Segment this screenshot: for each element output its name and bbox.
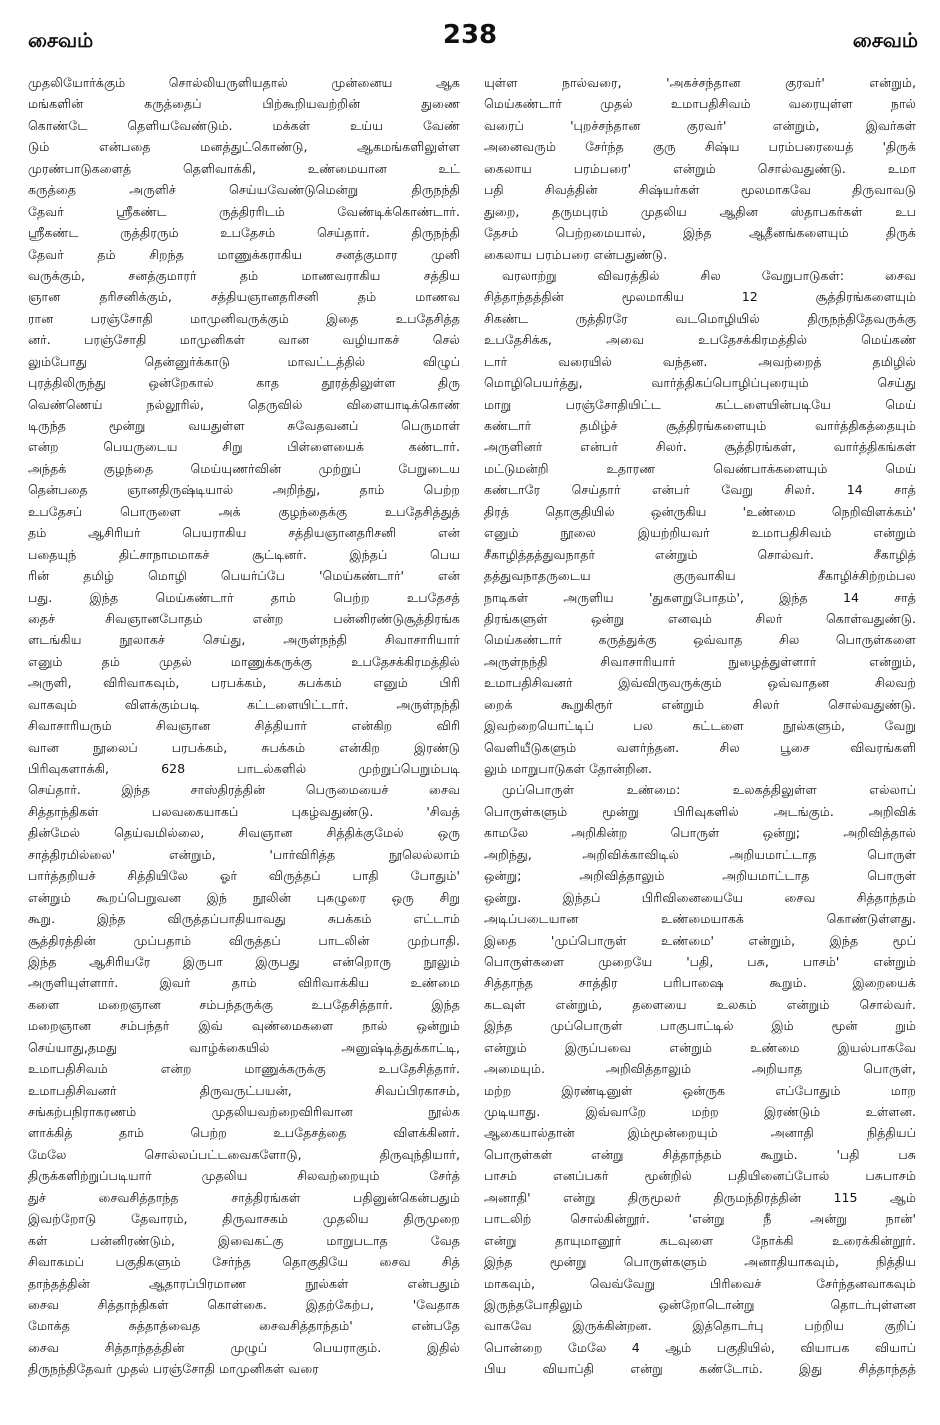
text-line: தென்பதை ஞானதிருஷ்டியால் அறிந்து, தாம் பெற்ற: [28, 482, 460, 498]
text-line: தின்மேல் தெய்வமில்லை, சிவஞான சித்திக்குமேல் ஒரு: [28, 825, 460, 841]
text-line: பொருள்களும் மூன்று பிரிவுகளில் அடங்கும். அறிவிக்: [484, 803, 916, 819]
text-line: மங்களின் கருத்தைப் பிற்கூறியவற்றின் துணை: [28, 96, 460, 112]
text-line: டார் வரையில் வந்தன. அவற்றைத் தமிழில்: [484, 353, 916, 369]
text-line: உபதேசப் பொருளை அக் குழந்தைக்கு உபதேசித்துத்: [28, 503, 460, 519]
text-line: மொழிபெயர்த்து, வார்த்திகப்பொழிப்புரையும் செய்து: [484, 375, 916, 391]
text-line: நாடிகள் அருளிய 'துகளறுபோதம்', இந்த 14 சாத்: [484, 589, 916, 605]
text-line: அனைவரும் சேர்ந்த குரு சிஷ்ய பரம்பரையைத் 'திருக்: [484, 139, 916, 155]
text-line: தத்துவநாதருடைய குருவாகிய சீகாழிச்சிற்றம்பல: [484, 568, 916, 584]
running-head-right: சைவம்: [852, 28, 918, 52]
text-line: சூத்திரத்தின் முப்பதாம் விருத்தப் பாடலின் முற்பாதி.: [28, 932, 460, 948]
text-line: தாந்தத்தின் ஆதாரப்பிரமாண நூல்கள் என்பதும்: [28, 1275, 460, 1291]
text-line: ஞான தரிசனிக்கும், சத்தியஞானதரிசனி தம் மாணவ: [28, 289, 460, 305]
text-line: வருக்கும், சனத்குமாரர் தம் மாணவராகிய சத்திய: [28, 267, 460, 283]
text-line: அடிப்படையான உண்மையாகக் கொண்டுள்ளது.: [484, 911, 916, 927]
text-line: முரண்பாடுகளைத் தெளிவாக்கி, உண்மையான உட்: [28, 160, 460, 176]
text-line: வெளியீடுகளும் வளர்ந்தன. சில பூசை விவரங்களி: [484, 739, 916, 755]
text-line: ரான பரஞ்சோதி மாமுனிவருக்கும் இதை உபதேசித்த: [28, 310, 460, 326]
text-line: உமாபதிசிவனர் இவ்விருவருக்கும் ஒவ்வாதன சிலவற்: [484, 675, 916, 691]
text-line: ஒன்று; அறிவித்தாலும் அறியமாட்டாத பொருள்: [484, 868, 916, 884]
text-line: கைலாய பரம்பரை என்பதுண்டு.: [484, 246, 668, 262]
text-line: அறிந்து, அறிவிக்காவிடில் அறியமாட்டாத பொருள்: [484, 846, 916, 862]
text-line: பாடலிற் சொல்கின்றூர். 'என்று நீ அன்று நான்': [484, 1211, 916, 1227]
text-line: பது. இந்த மெய்கண்டார் தாம் பெற்ற உபதேசத்: [28, 589, 460, 605]
text-line: பிய வியாப்தி என்று கண்டோம். இது சித்தாந்தத்: [484, 1361, 916, 1377]
text-line: வாகவே இருக்கின்றன. இத்தொடர்பு பற்றிய குறிப்: [484, 1318, 916, 1334]
text-line: காமலே அறிகின்ற பொருள் ஒன்று; அறிவித்தால்: [484, 825, 916, 841]
text-line: செய்தார். இந்த சாஸ்திரத்தின் பெருமையைச் சைவ: [28, 782, 460, 798]
text-line: சிவாசாரியரும் சிவஞான சித்தியார் என்கிற விரி: [28, 718, 460, 734]
text-line: ளடங்கிய நூலாகச் செய்து, அருள்நந்தி சிவாசாரியார்: [28, 632, 460, 648]
text-line: மேலே சொல்லப்பட்டவைகளோடு, திருவுந்தியார்,: [28, 1146, 460, 1162]
page-number: 238: [442, 20, 498, 50]
text-line: கள் பன்னிரண்டும், இவைகட்கு மாறுபடாத வேத: [28, 1232, 460, 1248]
text-line: களை மறைஞான சம்பந்தருக்கு உபதேசித்தார். இந்த: [28, 996, 460, 1012]
text-line: பாசம் எனப்பகர் மூன்றில் பதியினைப்போல் பசுபாசம்: [484, 1168, 916, 1184]
left-column: [28, 72, 460, 1407]
text-line: உமாபதிசிவனர் திருவருட்பயன், சிவப்பிரகாசம்,: [28, 1082, 460, 1098]
text-line: துறை, தருமபுரம் முதலிய ஆதின ஸ்தாபகர்கள் உப: [484, 203, 916, 219]
text-line: சைவ சித்தாந்தத்தின் முழுப் பெயராகும். இதில்: [28, 1339, 460, 1355]
text-line: பதையுந் திட்சாநாமமாகச் சூட்டினர். இந்தப் பெய: [28, 546, 460, 562]
text-line: வரைப் 'புறச்சந்தான குரவர்' என்றும், இவர்கள்: [484, 117, 916, 133]
text-line: என்றும் இருப்பவை என்றும் உண்மை இயல்பாகவே: [484, 1039, 916, 1055]
text-line: அருள்நந்தி சிவாசாரியார் நுழைத்துள்ளார் என்றும்,: [484, 653, 916, 669]
text-line: சித்தாந்த சாத்திர பரிபாஷை கூறும். இறையைக்: [484, 975, 916, 991]
text-line: ரின் தமிழ் மொழி பெயர்ப்பே 'மெய்கண்டார்' என்: [28, 568, 460, 584]
text-line: உமாபதிசிவம் என்ற மாணுக்கருக்கு உபதேசித்தார்.: [28, 1061, 460, 1077]
text-line: ஒன்று. இந்தப் பிரிவினையையே சைவ சித்தாந்தம்: [484, 889, 916, 905]
text-line: மறைஞான சம்பந்தர் இவ் வுண்மைகளை நால் ஒன்றும்: [28, 1018, 460, 1034]
text-line: முதலியோர்க்கும் சொல்லியருளியதால் முன்னைய ஆக: [28, 75, 460, 90]
text-line: இருந்தபோதிலும் ஒன்றோடொன்று தொடர்புள்ளன: [484, 1296, 916, 1312]
running-head-left: சைவம்: [28, 28, 94, 52]
text-line: பதி சிவத்தின் சிஷ்யர்கள் மூலமாகவே திருவாவடு: [484, 182, 916, 198]
text-line: வான நூலைப் பரபக்கம், சுபக்கம் என்கிற இரண்டு: [28, 739, 460, 755]
text-line: பொன்றை மேலே 4 ஆம் பகுதியில், வியாபக வியாப்: [484, 1339, 916, 1355]
text-line: சீகாழித்தத்துவநாதர் என்றும் சொல்வர். சீகாழித்: [484, 546, 916, 562]
text-line: பொருள்களை முறையே 'பதி, பசு, பாசம்' என்றும்: [484, 953, 916, 969]
text-line: யுள்ள நால்வரை, 'அகச்சந்தான குரவர்' என்றும்,: [484, 75, 916, 90]
text-line: என்றும் கூறப்பெறுவன இந் நூலின் புகழுரை ஒரு சிறு: [28, 889, 460, 905]
text-line: டிருந்த மூன்று வயதுள்ள சுவேதவனப் பெருமாள்: [28, 418, 460, 433]
text-line: கொண்டே தெளியவேண்டும். மக்கள் உய்ய வேண்: [28, 117, 460, 133]
text-line: னர். பரஞ்சோதி மாமுனிகள் வான வழியாகச் செல்: [28, 332, 460, 348]
text-line: கடவுள் என்றும், தளையை உலகம் என்றும் சொல்வர்.: [484, 996, 916, 1012]
text-line: ஆகையால்தான் இம்மூன்றையும் அனாதி நித்தியப்: [484, 1125, 916, 1141]
text-line: றைக் கூறுகிரூர் என்றும் சிலர் சொல்வதுண்டு.: [484, 696, 916, 712]
text-line: தைச் சிவஞானபோதம் என்ற பன்னிரண்டுசூத்திரங்க: [28, 610, 460, 626]
text-line: இதை 'முப்பொருள் உண்மை' என்றும், இந்த மூப்: [484, 932, 916, 948]
text-line: கூறு. இந்த விருத்தப்பாதியாவது சுபக்கம் எட்டாம்: [28, 911, 460, 927]
text-line: கைலாய பரம்பரை' என்றும் சொல்வதுண்டு. உமா: [484, 160, 916, 176]
text-line: இந்த ஆசிரியரே இருபா இருபது என்றொரு நூலும்: [28, 953, 460, 969]
text-line: முப்பொருள் உண்மை: உலகத்திலுள்ள எல்லாப்: [502, 782, 916, 798]
text-line: உபதேசிக்க, அவை உபதேசக்கிரமத்தில் மெய்கண்: [484, 332, 916, 348]
text-line: மெய்கண்டார் கருத்துக்கு ஒவ்வாத சில பொருள்களை: [484, 632, 916, 648]
text-line: வெண்ணெய் நல்லூரில், தெருவில் விளையாடிக்கொண்: [28, 396, 460, 412]
text-line: தேவர் தம் சிறந்த மாணுக்கராகிய சனத்குமார முனி: [28, 246, 460, 262]
text-line: அனாதி' என்று திருமூலர் திருமந்திரத்தின் 115 ஆம்: [484, 1189, 916, 1205]
text-line: திரங்களுள் ஒன்று எனவும் சிலர் கொள்வதுண்டு.: [484, 610, 916, 626]
text-line: மெய்கண்டார் முதல் உமாபதிசிவம் வரையுள்ள நால்: [484, 96, 916, 112]
text-line: வரலாற்று விவரத்தில் சில வேறுபாடுகள்: சைவ: [502, 267, 916, 283]
text-line: இந்த மூன்று பொருள்களும் அனாதியாகவும், நித்திய: [484, 1254, 916, 1270]
text-line: இவற்றையொட்டிப் பல கட்டளை நூல்களும், வேறு: [484, 718, 916, 734]
text-line: கண்டாரே செய்தார் என்பர் வேறு சிலர். 14 சாத்: [484, 482, 916, 498]
text-line: வாகவும் விளக்கும்படி கட்டளையிட்டார். அருள்நந்தி: [28, 696, 460, 712]
text-line: சைவ சித்தாந்திகள் கொள்கை. இதற்கேற்ப, 'வேதாக: [28, 1296, 460, 1312]
text-line: தேசம் பெற்றமையால், இந்த ஆதீனங்களையும் திருக்: [484, 225, 916, 241]
text-line: மாகவும், வெவ்வேறு பிரிவைச் சேர்ந்தனவாகவும்: [484, 1275, 916, 1291]
text-line: அந்தக் குழந்தை மெய்யுணர்வின் முற்றுப் பேறுடைய: [28, 460, 460, 476]
text-line: துச் சைவசித்தாந்த சாத்திரங்கள் பதினுன்கென்பதும்: [28, 1189, 460, 1205]
text-line: மாறு பரஞ்சோதியிட்ட கட்டளையின்படியே மெய்: [484, 396, 916, 412]
text-line: எனும் தம் முதல் மாணுக்கருக்கு உபதேசக்கிரமத்தில்: [28, 653, 460, 669]
text-line: லும் மாறுபாடுகள் தோன்றின.: [484, 761, 652, 776]
text-line: அருளி, விரிவாகவும், பரபக்கம், சுபக்கம் எனும் பிரி: [28, 675, 460, 691]
text-line: கருத்தை அருளிச் செய்யவேண்டுமென்று திருநந்தி: [28, 182, 460, 198]
text-line: தேவர் ஸ்ரீகண்ட ருத்திரரிடம் வேண்டிக்கொண்டார்.: [28, 203, 460, 219]
text-line: புரத்திலிருந்து ஒன்றேகால் காத தூரத்திலுள்ள திரு: [28, 375, 460, 391]
text-line: பிரிவுகளாக்கி, 628 பாடல்களில் முற்றுப்பெறும்படி: [28, 761, 460, 776]
text-line: மோக்த சுத்தாத்வைத சைவசித்தாந்தம்' என்பதே: [28, 1318, 460, 1334]
text-line: அமையும். அறிவித்தாலும் அறியாத பொருள்,: [484, 1061, 916, 1077]
text-line: திருக்களிற்றுப்படியார் முதலிய சிலவற்றையும் சேர்த்: [28, 1168, 460, 1184]
text-line: இவற்றோடு தேவாரம், திருவாசகம் முதலிய திருமுறை: [28, 1211, 460, 1227]
text-line: டும் என்பதை மனத்துட்கொண்டு, ஆகமங்களிலுள்ள: [28, 139, 460, 155]
text-line: தம் ஆசிரியர் பெயராகிய சத்தியஞானதரிசனி என்: [28, 525, 460, 541]
text-line: எனும் நூலை இயற்றியவர் உமாபதிசிவம் என்றும்: [484, 525, 916, 541]
text-line: இந்த முப்பொருள் பாகுபாட்டில் இம் மூன் றும்: [484, 1018, 916, 1034]
text-line: செய்யாது,தமது வாழ்க்கையில் அனுஷ்டித்துக்காட்டி,: [28, 1039, 460, 1055]
text-line: சித்தாந்திகள் பலவகையாகப் புகழ்வதுண்டு. 'சிவத்: [28, 803, 460, 819]
text-line: என்ற பெயருடைய சிறு பிள்ளையைக் கண்டார்.: [28, 439, 460, 455]
text-line: ளாக்கித் தாம் பெற்ற உபதேசத்தை விளக்கினர்.: [28, 1125, 460, 1141]
text-line: லும்போது தென்னுர்க்காடு மாவட்டத்தில் விழுப்: [28, 353, 460, 369]
text-line: சித்தாந்தத்தின் மூலமாகிய 12 சூத்திரங்களையும்: [484, 289, 916, 305]
text-line: அருளினர் என்பர் சிலர். சூத்திரங்கள், வார்த்திகங்கள்: [484, 439, 916, 455]
text-line: மற்ற இரண்டினுள் ஒன்ருக எப்போதும் மாற: [484, 1082, 916, 1098]
text-line: அருளியுள்ளார். இவர் தாம் விரிவாக்கிய உண்மை: [28, 975, 460, 991]
text-line: பொருள்கள் என்று சித்தாந்தம் கூறும். 'பதி பசு: [484, 1146, 916, 1162]
text-line: திருநந்திதேவர் முதல் பரஞ்சோதி மாமுனிகள் வரை: [28, 1361, 319, 1377]
text-line: பார்த்தறியச் சித்தியிலே ஓர் விருத்தப் பாதி போதும்': [28, 868, 460, 884]
text-line: முடியாது. இவ்வாறே மற்ற இரண்டும் உள்ளன.: [484, 1104, 916, 1119]
text-line: மட்டுமன்றி உதாரண வெண்பாக்களையும் மெய்: [484, 460, 916, 476]
text-line: என்று தாயுமானூர் கடவுளை நோக்கி உரைக்கின்றூர்.: [484, 1232, 916, 1248]
right-column: [484, 72, 916, 1407]
text-line: கண்டார் தமிழ்ச் சூத்திரங்களையும் வார்த்திகத்தையும்: [484, 418, 916, 433]
text-line: திரத் தொகுதியில் ஒன்ருகிய 'உண்மை நெறிவிளக்கம்': [484, 503, 916, 519]
text-line: சங்கற்பநிராகரணம் முதலியவற்றைவிரிவான நூல்க: [28, 1104, 460, 1119]
text-line: ஸ்ரீகண்ட ருத்திரரும் உபதேசம் செய்தார். திருநந்தி: [28, 225, 460, 241]
text-line: சாத்திரமில்லை' என்றும், 'பார்விரித்த நூலெல்லாம்: [28, 846, 460, 862]
text-line: சிவாகமப் பகுதிகளும் சேர்ந்த தொகுதியே சைவ சித்: [28, 1254, 460, 1270]
page-header: [0, 20, 940, 66]
text-line: சிகண்ட ருத்திரரே வடமொழியில் திருநந்திதேவருக்கு: [484, 310, 916, 326]
